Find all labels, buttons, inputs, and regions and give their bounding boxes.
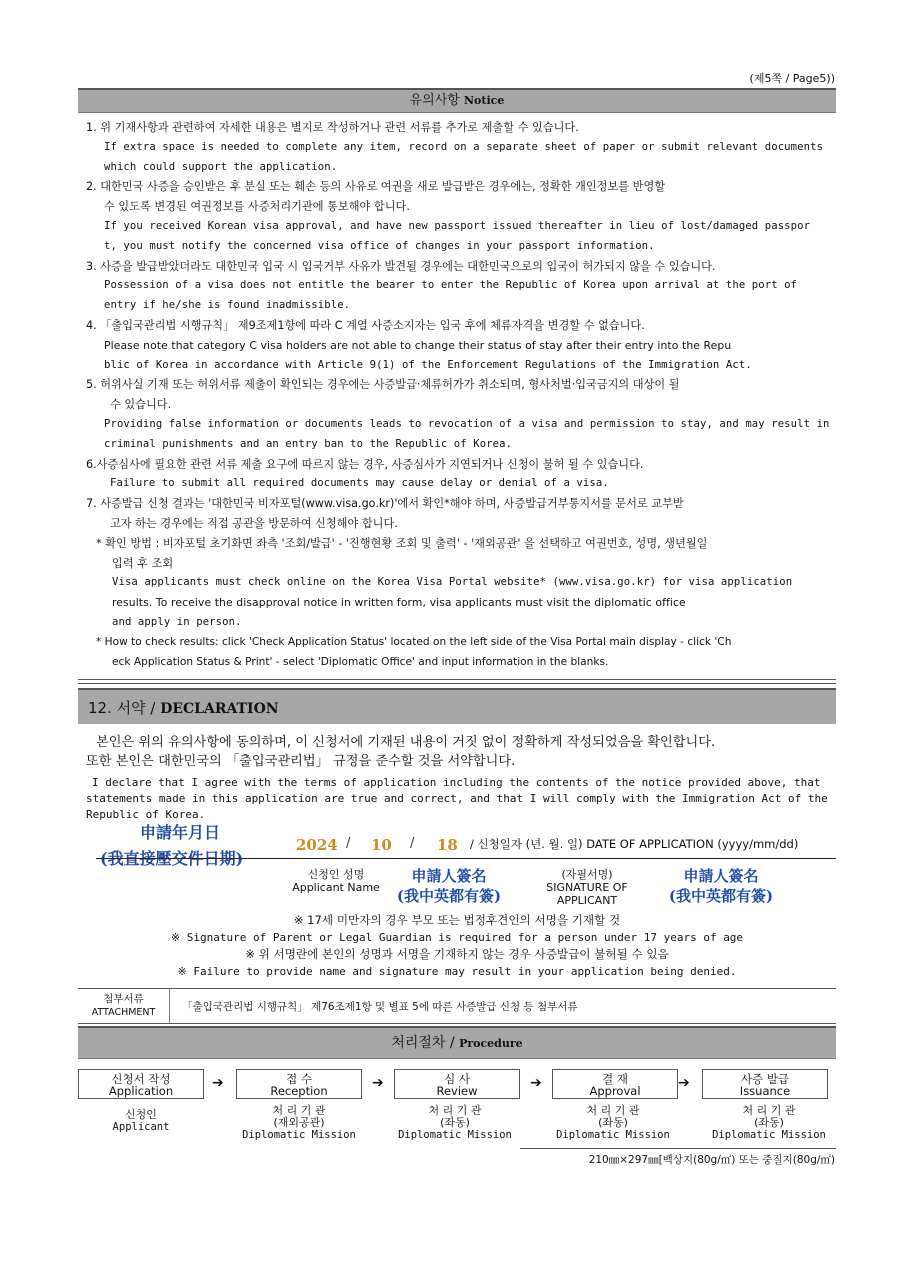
date-separator: / — [346, 836, 351, 851]
divider — [78, 683, 836, 684]
handwritten-date-note: 申請年月日 — [140, 823, 221, 842]
step-label-en: Application — [108, 1084, 174, 1098]
label-en: SIGNATURE OF APPLICANT — [546, 881, 628, 907]
declaration-ko-line: 본인은 위의 유의사항에 동의하며, 이 신청서에 기재된 내용이 거짓 없이 정확하게 작성되었음을 확인합니다. — [96, 735, 716, 750]
agent-en: Diplomatic Mission — [242, 1129, 356, 1141]
label-ko: 신청인 성명 — [307, 868, 365, 881]
agent-ko: 처 리 기 관 — [428, 1104, 482, 1117]
warning-ko: ※ 위 서명란에 본인의 성명과 서명을 기재하지 않는 경우 사증발급이 불허될 수 있음 — [245, 947, 669, 961]
date-month[interactable]: 10 — [371, 836, 392, 854]
notice-item-5-ko: 수 있습니다. — [110, 398, 172, 412]
step-agent — [390, 1105, 520, 1141]
step-agent — [76, 1105, 206, 1133]
handwritten-text: 申請人簽名 — [411, 867, 487, 885]
agent-ko: 처 리 기 관 — [742, 1104, 796, 1117]
declaration-en-line: I declare that I agree with the terms of application including the contents of the notice provided above, that — [92, 776, 821, 789]
step-label-en: Issuance — [739, 1084, 791, 1098]
notice-title-ko: 유의사항 — [409, 93, 460, 108]
agent-sub: (재외공관) — [273, 1116, 325, 1129]
agent-en: Applicant — [112, 1121, 170, 1133]
step-label-ko: 신청서 작성 — [111, 1072, 171, 1086]
procedure-title-ko: 처리절차 / — [391, 1035, 455, 1051]
notice-item-3-ko: 3. 사증을 발급받았더라도 대한민국 입국 시 입국거부 사유가 발견될 경우에는 대한민국으로의 입국이 허가되지 않을 수 있습니다. — [86, 259, 716, 273]
handwritten-text: 申請人簽名 — [683, 867, 759, 885]
agent-sub: (좌동) — [598, 1116, 628, 1129]
step-agent — [234, 1105, 364, 1141]
agent-en: Diplomatic Mission — [556, 1129, 670, 1141]
check-method-ko: * 확인 방법 : 비자포털 초기화면 좌측 '조회/발급' - '진행현황 조회 및 출력' - '재외공관' 을 선택하고 여권번호, 성명, 생년월일 — [96, 536, 708, 550]
agent-sub: (좌동) — [754, 1116, 784, 1129]
notice-header — [78, 88, 836, 113]
step-label-ko: 심 사 — [444, 1072, 470, 1086]
check-method-en: results. To receive the disapproval notice in written form, visa applicants must visit the diplomatic office — [112, 596, 686, 610]
notice-item-1-en: which could support the application. — [104, 160, 338, 173]
step-label-en: Approval — [589, 1084, 641, 1098]
declaration-title-ko: 12. 서약 / — [88, 699, 156, 717]
label-en: Applicant Name — [292, 881, 380, 894]
step-review — [394, 1069, 520, 1099]
label-ko: (자필서명) — [561, 868, 613, 881]
procedure-header — [78, 1026, 836, 1059]
notice-item-7-ko: 7. 사증발급 신청 결과는 '대한민국 비자포털(www.visa.go.kr)'에서 확인*해야 하며, 사증발급거부통지서를 문서로 교부받 — [86, 497, 684, 511]
notice-title-en: Notice — [464, 94, 505, 107]
arrow-right-icon: ➔ — [530, 1075, 542, 1091]
check-method-en: and apply in person. — [112, 615, 242, 628]
arrow-right-icon: ➔ — [212, 1075, 224, 1091]
declaration-ko — [86, 733, 836, 771]
handwritten-text: (我中英都有簽) — [668, 887, 774, 905]
step-issuance — [702, 1069, 828, 1099]
label-ko: 첨부서류 — [103, 993, 144, 1005]
handwritten-date-note: (我直接壓交件日期) — [100, 849, 244, 868]
warning-en: ※ Signature of Parent or Legal Guardian is required for a person under 17 years of age — [170, 931, 744, 944]
date-day[interactable]: 18 — [437, 836, 458, 854]
agent-en: Diplomatic Mission — [712, 1129, 826, 1141]
notice-item-2-ko: 2. 대한민국 사증을 승인받은 후 분실 또는 훼손 등의 사유로 여권을 새로 발급받은 경우에는, 정확한 개인정보를 반영할 — [86, 180, 666, 194]
agent-ko: 처 리 기 관 — [586, 1104, 640, 1117]
notice-item-7-ko: 고자 하는 경우에는 직접 공관을 방문하여 신청해야 합니다. — [110, 516, 398, 530]
agent-ko: 처 리 기 관 — [272, 1104, 326, 1117]
notice-body — [86, 118, 831, 672]
how-to-check-en: eck Application Status & Print' - select 'Diplomatic Office' and input information in the blanks. — [112, 655, 609, 668]
attachment-text: 「출입국관리법 시행규칙」 제76조제1항 및 별표 5에 따른 사증발급 신청 등 첨부서류 — [182, 1001, 578, 1013]
how-to-check-en: * How to check results: click 'Check Application Status' located on the left side of the Visa Portal main display - click 'Ch — [96, 635, 732, 648]
warning-en: ※ Failure to provide name and signature may result in your application being denied. — [177, 965, 737, 978]
step-application — [78, 1069, 204, 1099]
attachment-label — [78, 989, 170, 1023]
declaration-header — [78, 688, 836, 724]
notice-item-5-en: Providing false information or documents leads to revocation of a visa and permission to stay, and may result in — [104, 417, 830, 430]
attachment-row — [78, 988, 836, 1024]
arrow-right-icon: ➔ — [678, 1075, 690, 1091]
check-method-en: Visa applicants must check online on the Korea Visa Portal website* (www.visa.go.kr) for visa application — [112, 576, 793, 589]
signature-label — [520, 868, 654, 907]
step-label-ko: 접 수 — [286, 1072, 312, 1086]
date-label: / 신청일자 (년. 월. 일) DATE OF APPLICATION (yyyy/mm/dd) — [470, 837, 799, 851]
applicant-name-field[interactable] — [384, 866, 514, 906]
step-agent — [548, 1105, 678, 1141]
page-number: (제5쪽 / Page5)) — [749, 72, 835, 85]
notice-item-2-en: If you received Korean visa approval, and have new passport issued thereafter in lieu of lost/damaged passpor — [104, 219, 811, 232]
divider — [520, 1148, 836, 1149]
notice-item-1-ko: 1. 위 기재사항과 관련하여 자세한 내용은 별지로 작성하거나 관련 서류를 추가로 제출할 수 있습니다. — [86, 121, 579, 134]
step-approval — [552, 1069, 678, 1099]
notice-item-2-ko: 수 있도록 변경된 여권정보를 사증처리기관에 통보해야 합니다. — [104, 200, 410, 214]
step-agent — [704, 1105, 834, 1141]
notice-item-2-en: t, you must notify the concerned visa office of changes in your passport information. — [104, 239, 655, 252]
step-label-en: Review — [436, 1084, 478, 1098]
declaration-en-line: statements made in this application are true and correct, and that I will comply with the Immigration Act of the — [86, 792, 828, 805]
declaration-ko-line: 또한 본인은 대한민국의 「출입국관리법」 규정을 준수할 것을 서약합니다. — [86, 754, 516, 769]
divider — [96, 858, 836, 859]
check-method-ko: 입력 후 조회 — [112, 556, 174, 570]
applicant-name-label — [288, 868, 384, 894]
signature-field[interactable] — [656, 866, 786, 906]
label-en: ATTACHMENT — [91, 1007, 156, 1018]
declaration-title-en: DECLARATION — [160, 701, 279, 717]
step-reception — [236, 1069, 362, 1099]
notice-item-3-en: entry if he/she is found inadmissible. — [104, 299, 351, 312]
step-label-ko: 결 재 — [602, 1072, 628, 1086]
agent-ko: 신청인 — [125, 1108, 157, 1121]
agent-en: Diplomatic Mission — [398, 1129, 512, 1141]
notice-item-5-ko: 5. 허위사실 기재 또는 허위서류 제출이 확인되는 경우에는 사증발급·체류허가가 취소되며, 형사처벌·입국금지의 대상이 될 — [86, 378, 680, 392]
procedure-title-en: Procedure — [459, 1037, 523, 1050]
notice-item-3-en: Possession of a visa does not entitle the bearer to enter the Republic of Korea upon arrival at the port of — [104, 279, 798, 292]
notice-item-1-en: If extra space is needed to complete any item, record on a separate sheet of paper or submit relevant documents — [104, 140, 824, 153]
notice-item-4-en: Please note that category C visa holders are not able to change their status of stay after their entry into the Repu — [104, 338, 732, 352]
divider — [78, 679, 836, 680]
date-year[interactable]: 2024 — [296, 836, 338, 854]
handwritten-text: (我中英都有簽) — [396, 887, 502, 905]
arrow-right-icon: ➔ — [372, 1075, 384, 1091]
notice-item-4-en: blic of Korea in accordance with Article 9(1) of the Enforcement Regulations of the Immigration Act. — [104, 358, 752, 371]
date-separator: / — [410, 836, 415, 851]
step-label-en: Reception — [270, 1084, 328, 1098]
notice-item-5-en: criminal punishments and an entry ban to the Republic of Korea. — [104, 437, 513, 450]
declaration-en-line: Republic of Korea. — [86, 808, 206, 821]
notice-item-6-en: Failure to submit all required documents may cause delay or denial of a visa. — [110, 477, 609, 490]
paper-spec: 210㎜×297㎜[백상지(80g/㎡) 또는 중질지(80g/㎡) — [588, 1154, 835, 1166]
warning-ko: ※ 17세 미만자의 경우 부모 또는 법정후견인의 서명을 기재할 것 — [293, 913, 621, 927]
declaration-en — [86, 775, 836, 823]
step-label-ko: 사증 발급 — [740, 1072, 790, 1086]
notice-item-4-ko: 4. 「출입국관리법 시행규칙」 제9조제1항에 따라 C 계열 사증소지자는 입국 후에 체류자격을 변경할 수 없습니다. — [86, 318, 645, 332]
notice-item-6-ko: 6.사증심사에 필요한 관련 서류 제출 요구에 따르지 않는 경우, 사증심사가 지연되거나 신청이 불허 될 수 있습니다. — [86, 457, 644, 471]
agent-sub: (좌동) — [440, 1116, 470, 1129]
